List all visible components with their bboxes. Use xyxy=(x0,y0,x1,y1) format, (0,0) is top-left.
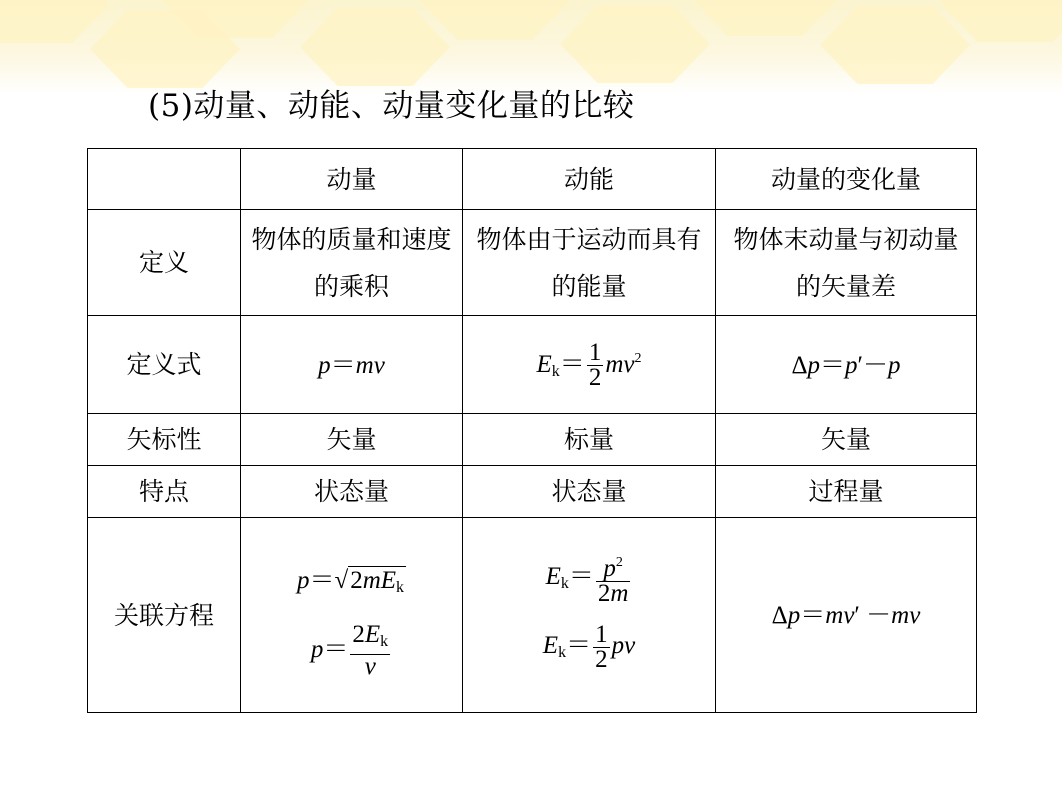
cell-vector-kinetic-energy: 标量 xyxy=(463,414,716,466)
cell-definition-momentum-change: 物体末动量与初动量的矢量差 xyxy=(716,210,977,316)
row-label-feature: 特点 xyxy=(88,466,241,518)
formula-ek-half-mv2: $E_k=$ $\frac{1}{2}$ $mv^2$ xyxy=(536,339,642,392)
cell-relation-momentum xyxy=(241,518,463,713)
cell-feature-momentum-change: 过程量 xyxy=(716,466,977,518)
row-label-vector-scalar: 矢标性 xyxy=(88,414,241,466)
cell-vector-momentum-change: 矢量 xyxy=(716,414,977,466)
header-cell-kinetic-energy: 动能 xyxy=(463,149,716,210)
header-decoration xyxy=(0,0,1062,95)
formula-ek-p2-over-2m: $E_k=$ $\frac{p^2}{2m}$ xyxy=(469,546,709,615)
cell-expression-momentum xyxy=(241,316,463,414)
formula-delta-p: Δp＝p′－p xyxy=(791,351,901,379)
row-label-expression: 定义式 xyxy=(88,316,241,414)
table-row-relation xyxy=(88,518,977,713)
header-cell-empty xyxy=(88,149,241,210)
table-row-feature xyxy=(88,466,977,518)
row-label-definition: 定义 xyxy=(88,210,241,316)
cell-feature-kinetic-energy: 状态量 xyxy=(463,466,716,518)
table-row-definition xyxy=(88,210,977,316)
table-row-expression xyxy=(88,316,977,414)
cell-relation-momentum-change xyxy=(716,518,977,713)
formula-p-sqrt-2mek: $p=√2mE_k$ xyxy=(296,566,405,596)
cell-definition-momentum: 物体的质量和速度的乘积 xyxy=(241,210,463,316)
comparison-table xyxy=(87,148,977,713)
table-row-vector-scalar xyxy=(88,414,977,466)
header-cell-momentum: 动量 xyxy=(241,149,463,210)
row-label-relation: 关联方程 xyxy=(88,518,241,713)
cell-definition-kinetic-energy: 物体由于运动而具有的能量 xyxy=(463,210,716,316)
cell-relation-kinetic-energy xyxy=(463,518,716,713)
table-header-row xyxy=(88,149,977,210)
formula-delta-p-mv: Δp＝mv′ －mv xyxy=(771,602,921,629)
slide-title: (5)动量、动能、动量变化量的比较 xyxy=(148,88,635,124)
cell-expression-kinetic-energy xyxy=(463,316,716,414)
cell-expression-momentum-change xyxy=(716,316,977,414)
header-cell-momentum-change: 动量的变化量 xyxy=(716,149,977,210)
formula-ek-half-pv: $E_k=$ $\frac{1}{2}$ pv xyxy=(542,620,636,673)
cell-vector-momentum: 矢量 xyxy=(241,414,463,466)
cell-feature-momentum: 状态量 xyxy=(241,466,463,518)
formula-p-mv: p＝mv xyxy=(318,351,385,379)
formula-p-2ek-over-v: p＝ $\frac{2E_k}{v}$ xyxy=(310,620,389,680)
